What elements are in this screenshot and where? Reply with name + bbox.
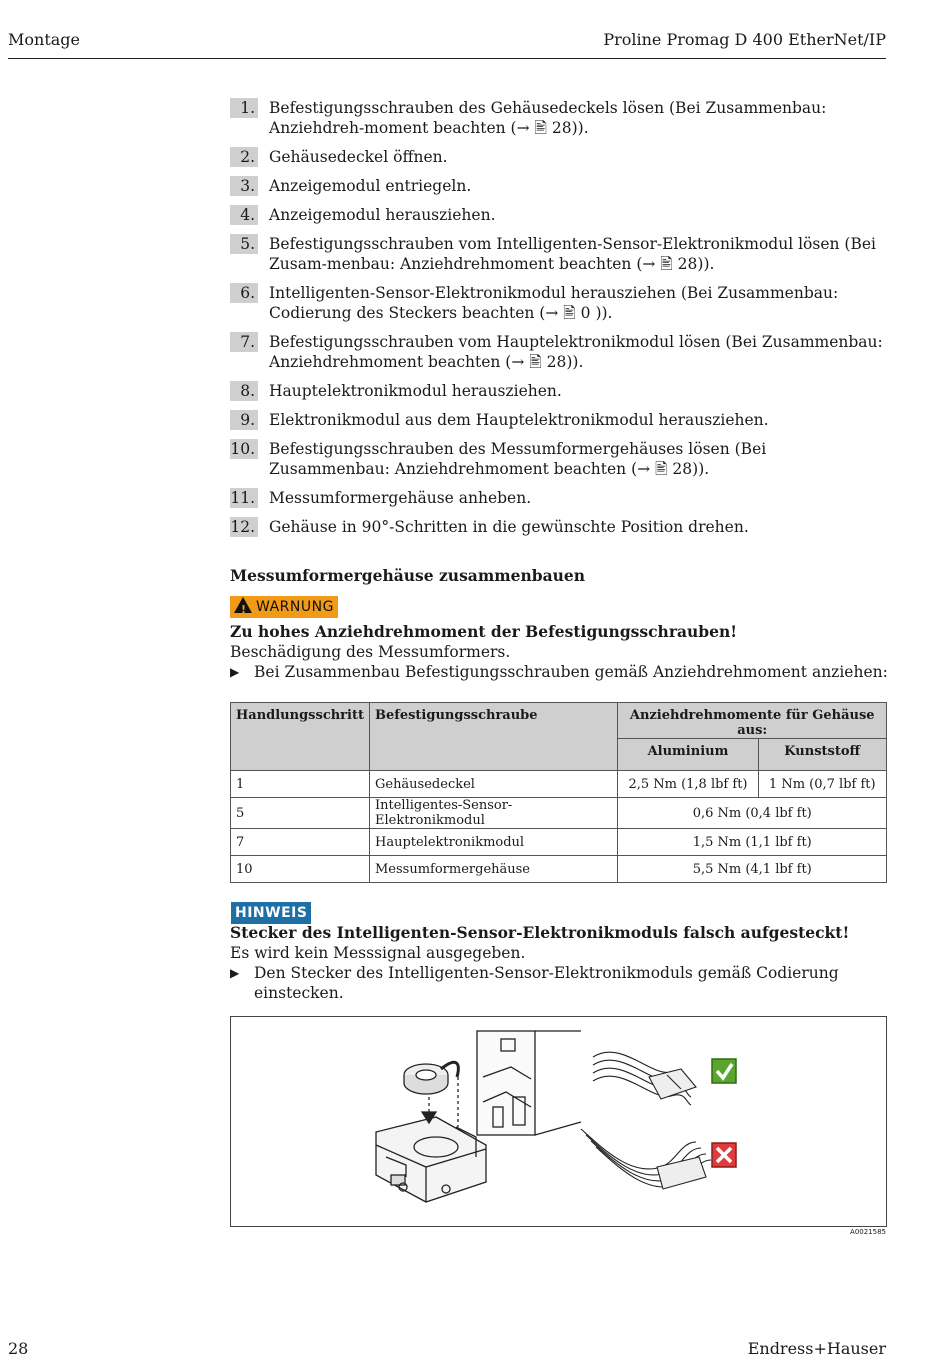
step-text: Intelligenten-Sensor-Elektronikmodul herausziehen (Bei Zusammenbau: Codierung des Steckers beachten (→ 🖹 0 )). — [269, 284, 839, 322]
notice-badge: HINWEIS — [231, 902, 311, 924]
notice-title: Stecker des Intelligenten-Sensor-Elektronikmoduls falsch aufgesteckt! — [230, 923, 850, 942]
step-item — [230, 234, 890, 274]
col-header-plastic: Kunststoff — [758, 739, 887, 771]
table-row — [231, 856, 887, 883]
cell-screw: Hauptelektronikmodul — [369, 829, 617, 856]
col-header-aluminium: Aluminium — [618, 739, 758, 771]
cell-torque: 0,6 Nm (0,4 lbf ft) — [618, 798, 887, 829]
header-section: Montage — [8, 30, 80, 49]
step-number: 3. — [230, 176, 258, 196]
bullet-triangle-icon: ▶ — [230, 966, 240, 980]
step-number: 6. — [230, 283, 258, 303]
warning-block — [230, 622, 890, 682]
cell-step: 7 — [231, 829, 370, 856]
torque-table — [230, 702, 887, 883]
step-text: Elektronikmodul aus dem Hauptelektronikmodul herausziehen. — [269, 411, 769, 429]
table-row — [231, 798, 887, 829]
housing-drawing — [376, 1117, 486, 1202]
check-icon — [712, 1059, 736, 1083]
step-number: 7. — [230, 332, 258, 352]
step-item — [230, 176, 890, 196]
col-header-torque: Anziehdrehmomente für Gehäuse aus: — [618, 703, 887, 739]
step-number: 4. — [230, 205, 258, 225]
table-row — [231, 771, 887, 798]
step-text: Befestigungsschrauben des Messumformergehäuses lösen (Bei Zusammenbau: Anziehdrehmoment beachten (→ 🖹 28)). — [269, 440, 767, 478]
header-product: Proline Promag D 400 EtherNet/IP — [603, 30, 886, 49]
page-number: 28 — [8, 1339, 29, 1358]
step-item — [230, 283, 890, 323]
step-text: Hauptelektronikmodul herausziehen. — [269, 382, 562, 400]
cell-torque: 1,5 Nm (1,1 lbf ft) — [618, 829, 887, 856]
table-row — [231, 829, 887, 856]
step-number: 1. — [230, 98, 258, 118]
step-number: 11. — [230, 488, 258, 508]
cell-step: 10 — [231, 856, 370, 883]
warning-icon: ! — [234, 597, 252, 613]
step-item — [230, 517, 890, 537]
step-number: 8. — [230, 381, 258, 401]
bullet-triangle-icon: ▶ — [230, 665, 240, 679]
step-text: Befestigungsschrauben vom Intelligenten-Sensor-Elektronikmodul lösen (Bei Zusam-menbau: Anziehdrehmoment beachten (→ 🖹 28)). — [269, 235, 876, 273]
step-number: 9. — [230, 410, 258, 430]
cell-screw: Gehäusedeckel — [369, 771, 617, 798]
connector-figure — [230, 1016, 887, 1227]
notice-block — [230, 923, 890, 1003]
notice-action-text: Den Stecker des Intelligenten-Sensor-Elektronikmoduls gemäß Codierung einstecken. — [254, 964, 839, 1002]
step-item — [230, 381, 890, 401]
cross-icon — [712, 1143, 736, 1167]
cell-step: 1 — [231, 771, 370, 798]
step-number: 2. — [230, 147, 258, 167]
section-title: Messumformergehäuse zusammenbauen — [230, 566, 586, 585]
warning-badge-label: WARNUNG — [256, 599, 334, 615]
step-text: Befestigungsschrauben vom Hauptelektronikmodul lösen (Bei Zusammenbau: Anziehdrehmoment beachten (→ 🖹 28)). — [269, 333, 883, 371]
cell-screw: Intelligentes-Sensor-Elektronikmodul — [369, 798, 617, 829]
cell-screw: Messumformergehäuse — [369, 856, 617, 883]
cell-torque: 5,5 Nm (4,1 lbf ft) — [618, 856, 887, 883]
cell-plastic: 1 Nm (0,7 lbf ft) — [758, 771, 887, 798]
step-item — [230, 439, 890, 479]
col-header-screw: Befestigungsschraube — [369, 703, 617, 771]
warning-title: Zu hohes Anziehdrehmoment der Befestigungsschrauben! — [230, 622, 738, 641]
step-item — [230, 147, 890, 167]
notice-action — [230, 963, 890, 1003]
step-text: Anzeigemodul entriegeln. — [269, 177, 472, 195]
sensor-module-drawing — [404, 1062, 458, 1127]
warning-action — [230, 662, 890, 682]
detail-box-drawing — [477, 1031, 581, 1135]
wrong-connector-drawing — [581, 1129, 711, 1189]
page-header — [8, 30, 886, 59]
step-item — [230, 98, 890, 138]
cell-alu: 2,5 Nm (1,8 lbf ft) — [618, 771, 758, 798]
step-text: Messumformergehäuse anheben. — [269, 489, 532, 507]
step-text: Anzeigemodul herausziehen. — [269, 206, 496, 224]
step-item — [230, 332, 890, 372]
brand-name: Endress+Hauser — [747, 1339, 886, 1358]
step-number: 10. — [230, 439, 258, 459]
warning-action-text: Bei Zusammenbau Befestigungsschrauben gemäß Anziehdrehmoment anziehen: — [254, 663, 888, 681]
step-text: Gehäuse in 90°-Schritten in die gewünschte Position drehen. — [269, 518, 749, 536]
step-item — [230, 488, 890, 508]
step-number: 12. — [230, 517, 258, 537]
step-number: 5. — [230, 234, 258, 254]
notice-consequence: Es wird kein Messsignal ausgegeben. — [230, 944, 526, 962]
step-text: Gehäusedeckel öffnen. — [269, 148, 448, 166]
col-header-step: Handlungsschritt — [231, 703, 370, 771]
step-item — [230, 410, 890, 430]
warning-badge — [230, 596, 338, 618]
step-text: Befestigungsschrauben des Gehäusedeckels lösen (Bei Zusammenbau: Anziehdreh-moment beachten (→ 🖹 28)). — [269, 99, 827, 137]
connector-illustration — [231, 1017, 886, 1226]
warning-consequence: Beschädigung des Messumformers. — [230, 643, 511, 661]
cell-step: 5 — [231, 798, 370, 829]
figure-id: A0021585 — [850, 1228, 886, 1236]
step-item — [230, 205, 890, 225]
instruction-steps — [230, 98, 890, 546]
